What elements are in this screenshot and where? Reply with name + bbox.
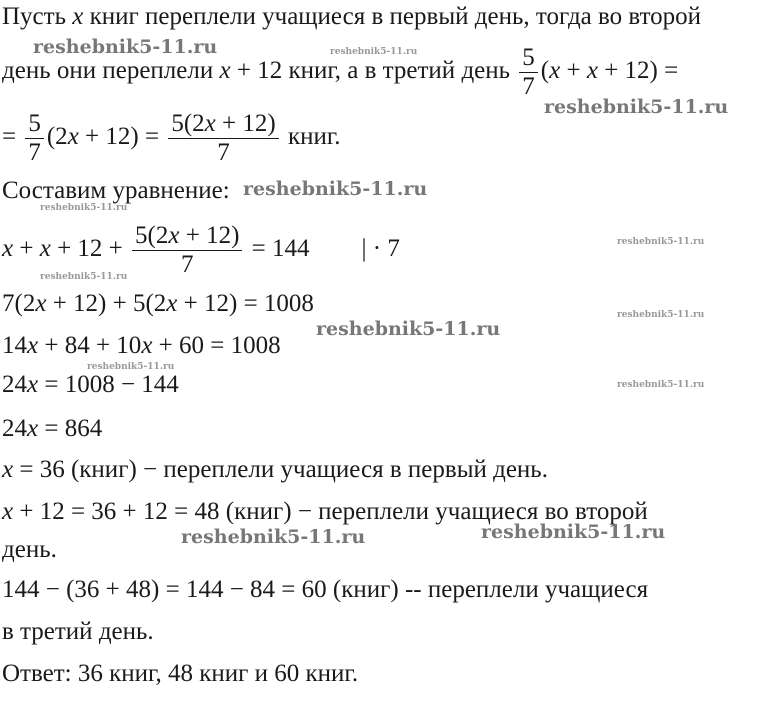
intro-line-3-end: книг. xyxy=(281,123,341,151)
watermark: reshebnik5-11.ru xyxy=(33,36,218,58)
fraction-five-sevenths-2 xyxy=(25,110,44,167)
fraction-denominator: 7 xyxy=(180,251,194,278)
equation-line-3: 14x + 84 + 10x + 60 = 1008 xyxy=(2,332,281,359)
fraction-numerator: 5 xyxy=(519,44,538,73)
fraction-denominator: 7 xyxy=(28,139,41,166)
result-line-2-cont: день. xyxy=(2,536,57,563)
multiply-note: | · 7 xyxy=(361,235,400,263)
result-line-3-cont: в третий день. xyxy=(2,618,154,645)
watermark: reshebnik5-11.ru xyxy=(40,203,128,213)
result-line-2: x + 12 = 36 + 12 = 48 (книг) − переплели учащиеся во второй xyxy=(2,498,648,525)
intro-line-1: Пусть x книг переплели учащиеся в первый день, тогда во второй xyxy=(2,3,702,30)
result-line-1: x = 36 (книг) − переплели учащиеся в первый день. xyxy=(2,456,548,483)
answer-line: Ответ: 36 книг, 48 книг и 60 книг. xyxy=(2,660,359,687)
fraction-numerator: 5(2x + 12) xyxy=(132,222,242,251)
intro-line-2-start: день они переплели xyxy=(2,57,220,85)
equation-heading: Составим уравнение: xyxy=(2,177,230,204)
fraction-numerator: 5(2x + 12) xyxy=(168,110,278,139)
intro-line-3-mid: (2x + 12) = xyxy=(46,123,166,151)
fraction-five-sevenths xyxy=(519,44,538,101)
watermark: reshebnik5-11.ru xyxy=(481,521,666,543)
watermark: reshebnik5-11.ru xyxy=(87,362,175,372)
fraction-numerator: 5 xyxy=(25,110,44,139)
intro-line-3-start: = xyxy=(2,123,23,151)
result-line-3: 144 − (36 + 48) = 144 − 84 = 60 (книг) -- переплели учащиеся xyxy=(2,576,649,603)
watermark: reshebnik5-11.ru xyxy=(330,47,418,57)
intro-line-3 xyxy=(2,110,341,167)
equation-1-left: x + x + 12 + xyxy=(2,235,130,263)
watermark: reshebnik5-11.ru xyxy=(316,318,501,340)
fraction-denominator: 7 xyxy=(522,73,535,100)
equation-line-2: 7(2x + 12) + 5(2x + 12) = 1008 xyxy=(2,290,314,317)
variable-x: x xyxy=(219,57,231,85)
intro-line-2-mid: + 12 книг, а в третий день xyxy=(230,57,517,85)
fraction-denominator: 7 xyxy=(217,139,230,166)
intro-line-2-end: (x + x + 12) = xyxy=(540,57,679,85)
equation-line-5: 24x = 864 xyxy=(2,415,103,442)
fraction-result xyxy=(168,110,278,167)
watermark: reshebnik5-11.ru xyxy=(617,310,705,320)
equation-line-1 xyxy=(2,222,400,279)
watermark: reshebnik5-11.ru xyxy=(544,96,729,118)
equation-1-right: = 144 xyxy=(245,235,310,263)
watermark: reshebnik5-11.ru xyxy=(40,272,128,282)
watermark: reshebnik5-11.ru xyxy=(617,380,705,390)
watermark: reshebnik5-11.ru xyxy=(181,526,366,548)
watermark: reshebnik5-11.ru xyxy=(243,178,428,200)
fraction-equation xyxy=(132,222,242,279)
equation-line-4: 24x = 1008 − 144 xyxy=(2,371,179,398)
watermark: reshebnik5-11.ru xyxy=(617,237,705,247)
